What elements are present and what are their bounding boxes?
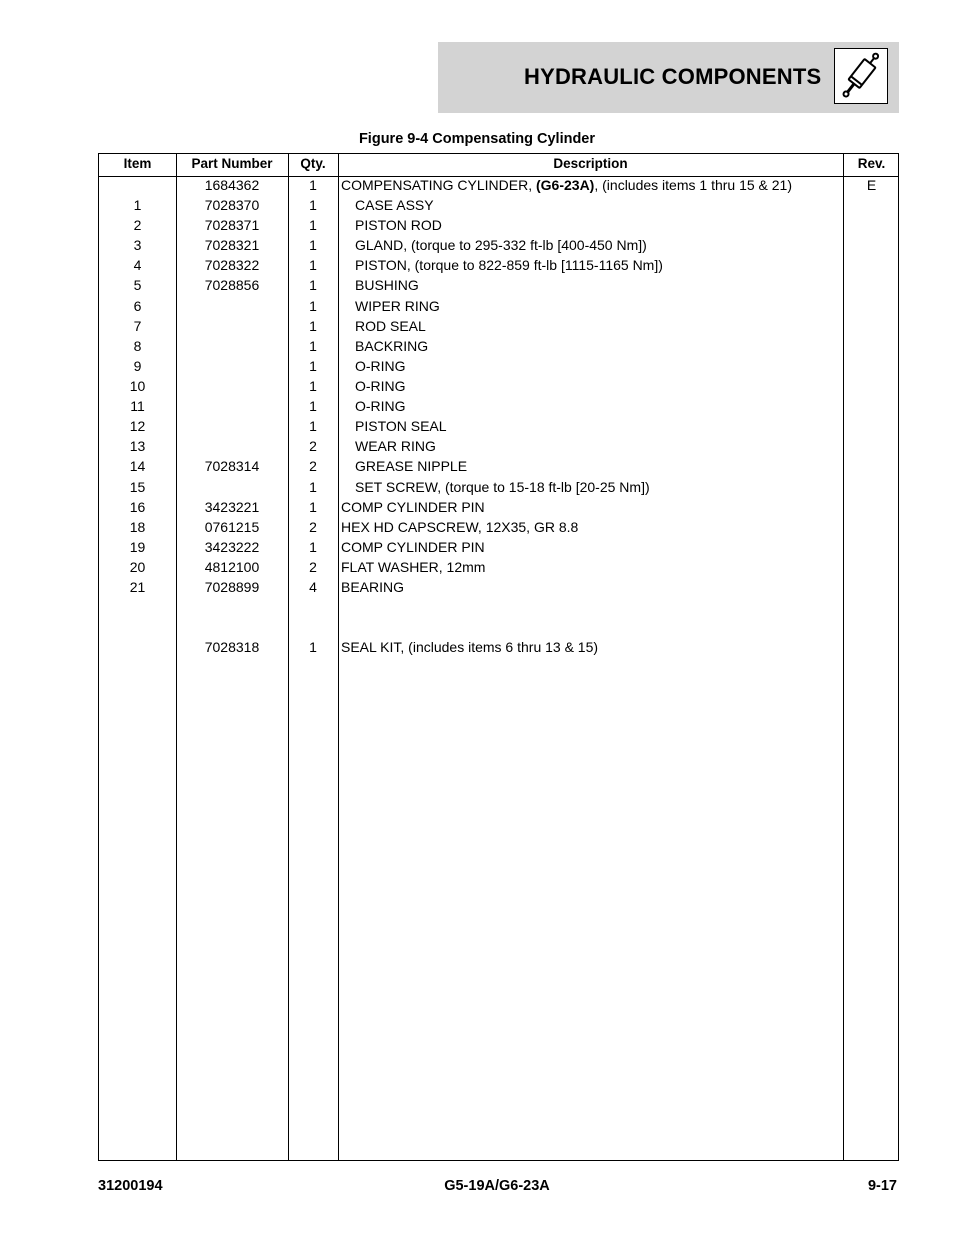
- quantity: 2: [309, 559, 317, 575]
- quantity: 1: [309, 318, 317, 334]
- description: COMPENSATING CYLINDER, (G6-23A), (includes items 1 thru 15 & 21): [341, 177, 793, 193]
- quantity: 4: [309, 579, 317, 595]
- table-row: [99, 336, 898, 356]
- part-number: 1684362: [204, 177, 260, 193]
- item-number: 15: [129, 479, 146, 495]
- quantity: 1: [309, 539, 317, 555]
- description: BACKRING: [355, 338, 429, 354]
- table-row: [99, 376, 898, 396]
- footer-page-number: 9-17: [867, 1178, 897, 1194]
- description: SEAL KIT, (includes items 6 thru 13 & 15): [341, 639, 599, 655]
- column-header-item: Item: [123, 156, 152, 171]
- description: PISTON ROD: [355, 217, 442, 233]
- table-row: [99, 296, 898, 316]
- part-number: 7028322: [204, 257, 260, 273]
- table-row: [99, 175, 898, 195]
- table-row: [99, 577, 898, 597]
- description: WIPER RING: [355, 298, 440, 314]
- table-row: [99, 275, 898, 295]
- parts-table: [98, 153, 899, 1161]
- quantity: 2: [309, 519, 317, 535]
- figure-title: Figure 9-4 Compensating Cylinder: [358, 131, 596, 147]
- table-row: [99, 316, 898, 336]
- quantity: 1: [309, 237, 317, 253]
- part-number: 0761215: [204, 519, 260, 535]
- table-row: [99, 557, 898, 577]
- table-row: [99, 396, 898, 416]
- quantity: 1: [309, 257, 317, 273]
- description: CASE ASSY: [355, 197, 434, 213]
- item-number: 21: [129, 579, 146, 595]
- description: ROD SEAL: [355, 318, 426, 334]
- footer-doc-number: 31200194: [98, 1178, 163, 1194]
- description: BUSHING: [355, 277, 419, 293]
- item-number: 4: [133, 257, 142, 273]
- quantity: 1: [309, 499, 317, 515]
- column-header-description: Description: [553, 156, 628, 171]
- table-row: [99, 517, 898, 537]
- quantity: 1: [309, 197, 317, 213]
- part-number: 7028370: [204, 197, 260, 213]
- quantity: 1: [309, 358, 317, 374]
- item-number: 18: [129, 519, 146, 535]
- table-row: [99, 637, 898, 657]
- revision: E: [866, 177, 877, 193]
- description: O-RING: [355, 398, 406, 414]
- section-header: [438, 42, 899, 113]
- section-title: HYDRAULIC COMPONENTS: [524, 64, 822, 89]
- description: GREASE NIPPLE: [355, 458, 468, 474]
- item-number: 12: [129, 418, 146, 434]
- item-number: 3: [133, 237, 142, 253]
- item-number: 2: [133, 217, 142, 233]
- table-row: [99, 195, 898, 215]
- part-number: 7028371: [204, 217, 260, 233]
- description: SET SCREW, (torque to 15-18 ft-lb [20-25 Nm]): [355, 479, 650, 495]
- description: O-RING: [355, 358, 406, 374]
- part-number: 7028899: [204, 579, 260, 595]
- table-row: [99, 235, 898, 255]
- item-number: 11: [130, 398, 145, 414]
- item-number: 8: [133, 338, 142, 354]
- item-number: 10: [129, 378, 146, 394]
- item-number: 7: [133, 318, 142, 334]
- item-number: 19: [129, 539, 146, 555]
- part-number: 3423221: [204, 499, 260, 515]
- footer-model: G5-19A/G6-23A: [444, 1178, 550, 1194]
- description: PISTON, (torque to 822-859 ft-lb [1115-1165 Nm]): [355, 257, 663, 273]
- table-row: [99, 215, 898, 235]
- quantity: 1: [309, 378, 317, 394]
- part-number: 3423222: [204, 539, 260, 555]
- quantity: 2: [309, 438, 317, 454]
- part-number: 7028314: [204, 458, 260, 474]
- table-row: [99, 356, 898, 376]
- item-number: 1: [133, 197, 142, 213]
- quantity: 1: [309, 639, 317, 655]
- item-number: 6: [133, 298, 142, 314]
- description: COMP CYLINDER PIN: [341, 499, 485, 515]
- table-row: [99, 497, 898, 517]
- column-header-rev: Rev.: [857, 156, 886, 171]
- quantity: 1: [309, 298, 317, 314]
- description: GLAND, (torque to 295-332 ft-lb [400-450 Nm]): [355, 237, 647, 253]
- description: BEARING: [341, 579, 405, 595]
- quantity: 2: [309, 458, 317, 474]
- table-row: [99, 456, 898, 476]
- quantity: 1: [309, 398, 317, 414]
- part-number: 7028321: [204, 237, 260, 253]
- part-number: 4812100: [204, 559, 260, 575]
- part-number: 7028856: [204, 277, 260, 293]
- column-header-part-number: Part Number: [191, 156, 273, 171]
- description: PISTON SEAL: [355, 418, 447, 434]
- description: WEAR RING: [355, 438, 436, 454]
- quantity: 1: [309, 338, 317, 354]
- part-number: 7028318: [204, 639, 260, 655]
- model-bold: (G6-23A): [536, 177, 595, 193]
- description: HEX HD CAPSCREW, 12X35, GR 8.8: [341, 519, 579, 535]
- quantity: 1: [309, 177, 317, 193]
- table-row: [99, 255, 898, 275]
- description: COMP CYLINDER PIN: [341, 539, 485, 555]
- column-header-qty: Qty.: [300, 156, 326, 171]
- hydraulic-cylinder-icon: [834, 48, 888, 104]
- item-number: 5: [133, 277, 142, 293]
- item-number: 9: [133, 358, 142, 374]
- quantity: 1: [309, 277, 317, 293]
- table-row: [99, 477, 898, 497]
- table-row: [99, 436, 898, 456]
- table-row: [99, 537, 898, 557]
- description: FLAT WASHER, 12mm: [341, 559, 486, 575]
- item-number: 20: [129, 559, 146, 575]
- item-number: 14: [129, 458, 146, 474]
- item-number: 16: [129, 499, 146, 515]
- quantity: 1: [309, 479, 317, 495]
- quantity: 1: [309, 217, 317, 233]
- table-row: [99, 416, 898, 436]
- item-number: 13: [129, 438, 146, 454]
- description: O-RING: [355, 378, 406, 394]
- quantity: 1: [309, 418, 317, 434]
